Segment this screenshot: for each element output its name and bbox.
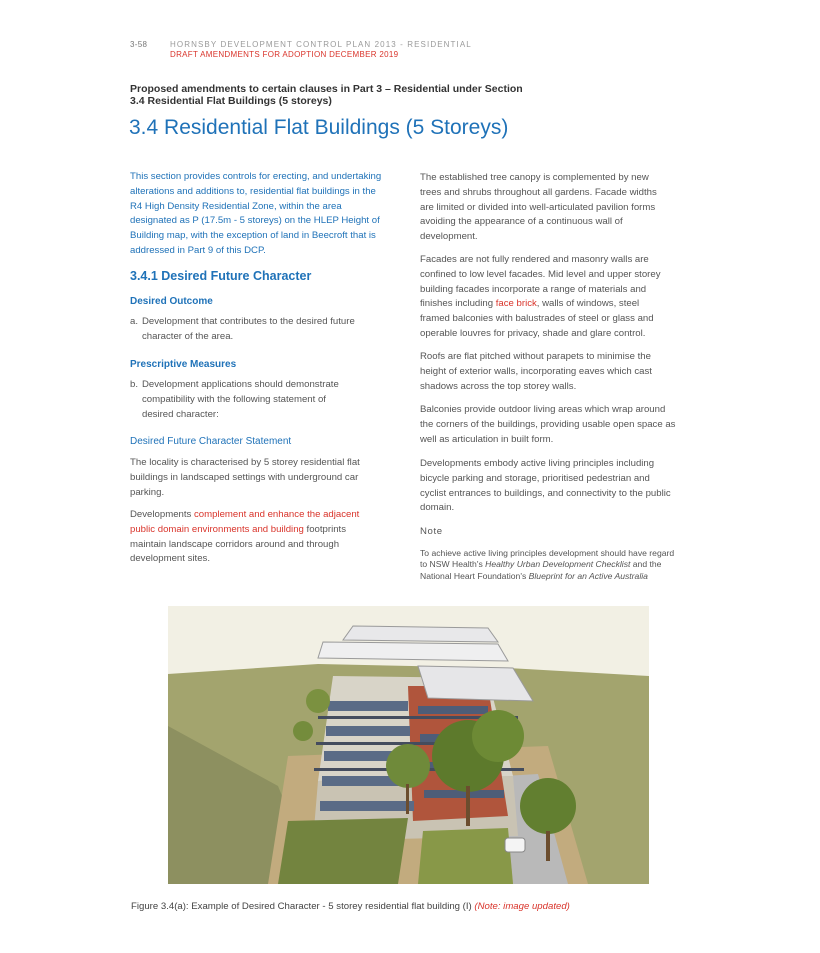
line: Balconies provide outdoor living areas which wrap around — [420, 404, 666, 415]
section-intro-paragraph — [130, 170, 395, 259]
line: This section provides controls for erecting, and undertaking — [130, 171, 382, 182]
publication-title: Healthy Urban Development Checklist — [485, 559, 631, 570]
text: , walls of windows, steel — [536, 298, 640, 310]
heading-desired-future-character: 3.4.1 Desired Future Character — [130, 269, 312, 283]
item-b — [130, 378, 395, 422]
line: the corners of the buildings, providing usable open space as — [420, 418, 676, 430]
line: shadows across the top storey walls. — [420, 380, 577, 392]
line: Facades are not fully rendered and masonry walls are — [420, 254, 649, 265]
line: alterations and additions to, residential flat buildings in the — [130, 185, 376, 197]
line: To achieve active living principles development should have regard — [420, 548, 675, 558]
line: domain. — [420, 502, 455, 514]
line: are limited or divided into well-articulated pavilion forms — [420, 201, 656, 213]
intro-line-1: Proposed amendments to certain clauses in Part 3 – Residential under Section — [130, 83, 523, 95]
line: The established tree canopy is complemented by new — [420, 172, 649, 183]
line: cyclist entrances to buildings, and connectivity to the public — [420, 487, 671, 499]
line: well as articulation in built form. — [420, 433, 554, 445]
line: building facades incorporate a range of materials and — [420, 283, 647, 295]
note-text — [420, 548, 700, 582]
line: Development applications should demonstrate — [142, 379, 339, 390]
line: compatibility with the following statement of — [142, 393, 326, 405]
page-number: 3-58 — [130, 40, 148, 49]
balconies-paragraph — [420, 403, 700, 447]
page-title: 3.4 Residential Flat Buildings (5 Storeys) — [129, 116, 509, 139]
amendment-intro — [130, 83, 550, 107]
intro-line-2: 3.4 Residential Flat Buildings (5 storeys) — [130, 95, 332, 107]
active-living-paragraph — [420, 457, 700, 516]
text: National Heart Foundation's — [420, 570, 529, 581]
amended-text: face brick — [495, 298, 537, 310]
line: addressed in Part 9 of this DCP. — [130, 244, 266, 256]
heading-desired-outcome: Desired Outcome — [130, 296, 213, 307]
line: The locality is characterised by 5 storey residential flat — [130, 457, 360, 468]
text: to NSW Health's — [420, 559, 486, 570]
item-a-label: a. — [130, 316, 139, 327]
item-b-label: b. — [130, 379, 139, 390]
caption-note: (Note: image updated) — [474, 901, 570, 912]
line: Developments embody active living principles including — [420, 458, 655, 469]
line: Development that contributes to the desired future — [142, 316, 355, 327]
item-a — [130, 315, 395, 345]
note-label: Note — [420, 526, 443, 537]
text: finishes including — [420, 298, 496, 310]
line: parking. — [130, 486, 165, 498]
amended-text: public domain environments and building — [130, 523, 304, 535]
line: confined to low level facades. Mid level and upper storey — [420, 268, 661, 280]
line: operable louvres for privacy, shade and glare control. — [420, 327, 646, 339]
line: bicycle parking and storage, prioritised pedestrian and — [420, 472, 650, 484]
developments-paragraph — [130, 508, 395, 567]
roofs-paragraph — [420, 350, 700, 394]
facades-paragraph — [420, 253, 700, 342]
heading-prescriptive-measures: Prescriptive Measures — [130, 359, 237, 370]
text: footprints — [303, 523, 347, 535]
line: trees and shrubs throughout all gardens. Facade widths — [420, 186, 657, 198]
line: desired character: — [142, 408, 219, 420]
line: Roofs are flat pitched without parapets to minimise the — [420, 351, 651, 362]
line: maintain landscape corridors around and through — [130, 538, 340, 550]
line: designated as P (17.5m - 5 storeys) on the HLEP Height of — [130, 215, 380, 227]
line: framed balconies with balustrades of steel or glass and — [420, 313, 654, 325]
locality-paragraph — [130, 456, 395, 500]
text: Developments — [130, 509, 194, 520]
line: development sites. — [130, 553, 210, 565]
figure-caption — [131, 901, 570, 912]
caption-text: Figure 3.4(a): Example of Desired Character - 5 storey residential flat building (I) — [131, 901, 475, 912]
line: buildings in landscaped settings with underground car — [130, 471, 359, 483]
amended-text: complement and enhance the adjacent — [194, 509, 360, 520]
running-title: HORNSBY DEVELOPMENT CONTROL PLAN 2013 - RESIDENTIAL — [170, 40, 472, 49]
line: character of the area. — [142, 330, 234, 342]
line: avoiding the appearance of a continuous wall of — [420, 216, 623, 228]
line: Building map, with the exception of land in Beecroft that is — [130, 230, 376, 242]
draft-notice: DRAFT AMENDMENTS FOR ADOPTION DECEMBER 2019 — [170, 50, 399, 59]
text: and the — [630, 559, 662, 570]
line: development. — [420, 231, 478, 243]
heading-character-statement: Desired Future Character Statement — [130, 436, 292, 447]
line: height of exterior walls, incorporating eaves which cast — [420, 365, 652, 377]
building-illustration — [168, 606, 649, 884]
line: R4 High Density Residential Zone, within the area — [130, 200, 342, 212]
canopy-paragraph — [420, 171, 700, 245]
publication-title: Blueprint for an Active Australia — [528, 570, 648, 581]
